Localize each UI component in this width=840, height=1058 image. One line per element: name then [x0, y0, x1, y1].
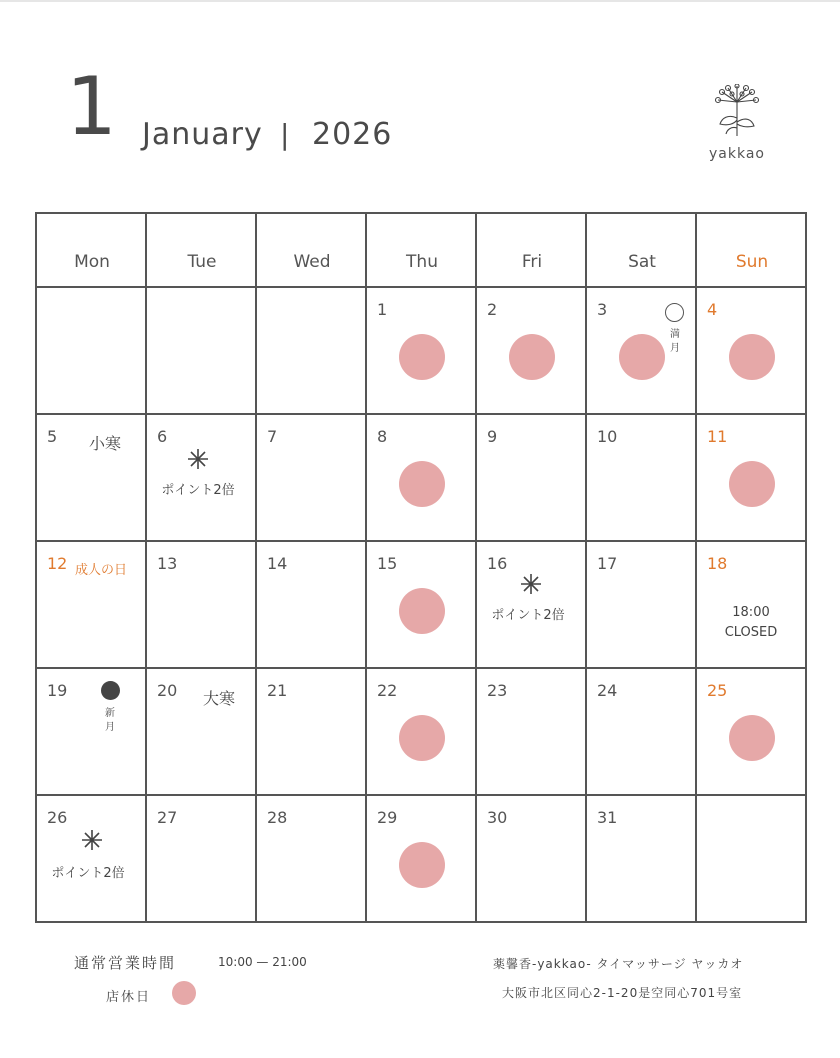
day-number: 16	[487, 554, 508, 573]
weekday-wed: Wed	[293, 252, 331, 272]
day-number: 3	[597, 300, 608, 319]
day-number: 6	[157, 427, 168, 446]
new-moon-label: 月	[105, 722, 115, 733]
day-number: 12	[47, 554, 68, 573]
closed-day-dot	[399, 715, 445, 761]
day-cell	[587, 796, 697, 923]
day-number: 1	[377, 300, 388, 319]
logo-text: yakkao	[709, 146, 765, 162]
closed-day-legend-label: 店休日	[106, 990, 152, 1005]
day-cell	[477, 288, 587, 415]
top-border	[0, 0, 840, 2]
closing-label: CLOSED	[724, 625, 778, 640]
month-name: January	[142, 117, 263, 152]
day-cell	[477, 796, 587, 923]
closed-day-dot	[399, 334, 445, 380]
day-cell	[587, 669, 697, 796]
solar-term-note: 小寒	[89, 434, 122, 453]
solar-term-note: 大寒	[203, 689, 236, 708]
day-cell	[367, 796, 477, 923]
day-number: 11	[707, 427, 728, 446]
holiday-note: 成人の日	[75, 563, 128, 578]
day-cell	[37, 542, 147, 669]
day-cell	[477, 542, 587, 669]
new-moon-icon	[101, 681, 120, 700]
day-cell	[147, 669, 257, 796]
day-number: 20	[157, 681, 178, 700]
closed-day-dot	[729, 715, 775, 761]
year: 2026	[312, 117, 393, 152]
day-cell	[697, 669, 807, 796]
business-hours-label: 通常営業時間	[74, 954, 177, 972]
closing-time: 18:00	[732, 605, 770, 620]
day-number: 31	[597, 808, 618, 827]
weekday-mon: Mon	[74, 252, 110, 272]
day-number: 22	[377, 681, 398, 700]
day-cell	[147, 415, 257, 542]
day-number: 4	[707, 300, 718, 319]
day-number: 10	[597, 427, 618, 446]
weekday-tue: Tue	[187, 252, 217, 272]
closed-day-dot	[729, 334, 775, 380]
full-moon-label: 月	[670, 343, 680, 354]
day-cell	[587, 542, 697, 669]
day-cell	[367, 542, 477, 669]
day-cell	[37, 669, 147, 796]
shop-address: 大阪市北区同心2-1-20是空同心701号室	[502, 986, 743, 1000]
points-note: ポイント2倍	[491, 608, 565, 623]
day-cell	[477, 415, 587, 542]
day-number: 19	[47, 681, 68, 700]
day-number: 9	[487, 427, 498, 446]
day-number: 8	[377, 427, 388, 446]
day-number: 25	[707, 681, 728, 700]
day-cell	[257, 669, 367, 796]
closed-day-dot	[619, 334, 665, 380]
calendar-grid	[35, 212, 807, 923]
early-close-note	[697, 603, 805, 643]
sparkle-icon	[80, 828, 104, 852]
day-number: 27	[157, 808, 178, 827]
day-cell	[367, 669, 477, 796]
sparkle-icon	[519, 572, 543, 596]
closed-day-dot	[399, 842, 445, 888]
day-cell	[147, 796, 257, 923]
month-number: 1	[66, 60, 117, 153]
points-note: ポイント2倍	[51, 866, 125, 881]
day-number: 23	[487, 681, 508, 700]
day-number: 14	[267, 554, 288, 573]
day-cell	[587, 288, 697, 415]
closed-day-dot	[399, 588, 445, 634]
header-separator: |	[280, 118, 290, 151]
day-number: 26	[47, 808, 68, 827]
day-number: 28	[267, 808, 288, 827]
day-cell	[367, 288, 477, 415]
day-number: 5	[47, 427, 58, 446]
day-cell	[37, 415, 147, 542]
weekday-sat: Sat	[628, 252, 656, 272]
day-cell	[697, 288, 807, 415]
day-cell	[147, 542, 257, 669]
sparkle-icon	[186, 447, 210, 471]
closed-day-legend-dot	[172, 981, 196, 1005]
day-number: 29	[377, 808, 398, 827]
closed-day-dot	[729, 461, 775, 507]
day-number: 17	[597, 554, 618, 573]
day-cell	[587, 415, 697, 542]
day-number: 21	[267, 681, 288, 700]
day-cell	[697, 415, 807, 542]
day-cell	[367, 415, 477, 542]
day-number: 24	[597, 681, 618, 700]
day-number: 30	[487, 808, 508, 827]
points-note: ポイント2倍	[161, 483, 235, 498]
day-number: 7	[267, 427, 278, 446]
full-moon-label: 満	[670, 329, 680, 340]
day-number: 18	[707, 554, 728, 573]
shop-name: 薬馨香-yakkao- タイマッサージ ヤッカオ	[493, 957, 744, 971]
closed-day-dot	[509, 334, 555, 380]
business-hours-value: 10:00 — 21:00	[218, 955, 307, 969]
day-number: 13	[157, 554, 178, 573]
day-cell	[697, 542, 807, 669]
day-cell	[257, 796, 367, 923]
full-moon-icon	[665, 303, 684, 322]
flower-logo-icon	[714, 84, 760, 138]
logo	[700, 84, 780, 170]
day-cell	[37, 796, 147, 923]
day-cell	[257, 415, 367, 542]
day-cell	[257, 542, 367, 669]
day-cell	[477, 669, 587, 796]
closed-day-dot	[399, 461, 445, 507]
weekday-thu: Thu	[406, 252, 438, 272]
day-number: 15	[377, 554, 398, 573]
weekday-sun: Sun	[735, 252, 769, 272]
day-number: 2	[487, 300, 498, 319]
new-moon-label: 新	[105, 708, 115, 719]
weekday-fri: Fri	[521, 252, 543, 272]
